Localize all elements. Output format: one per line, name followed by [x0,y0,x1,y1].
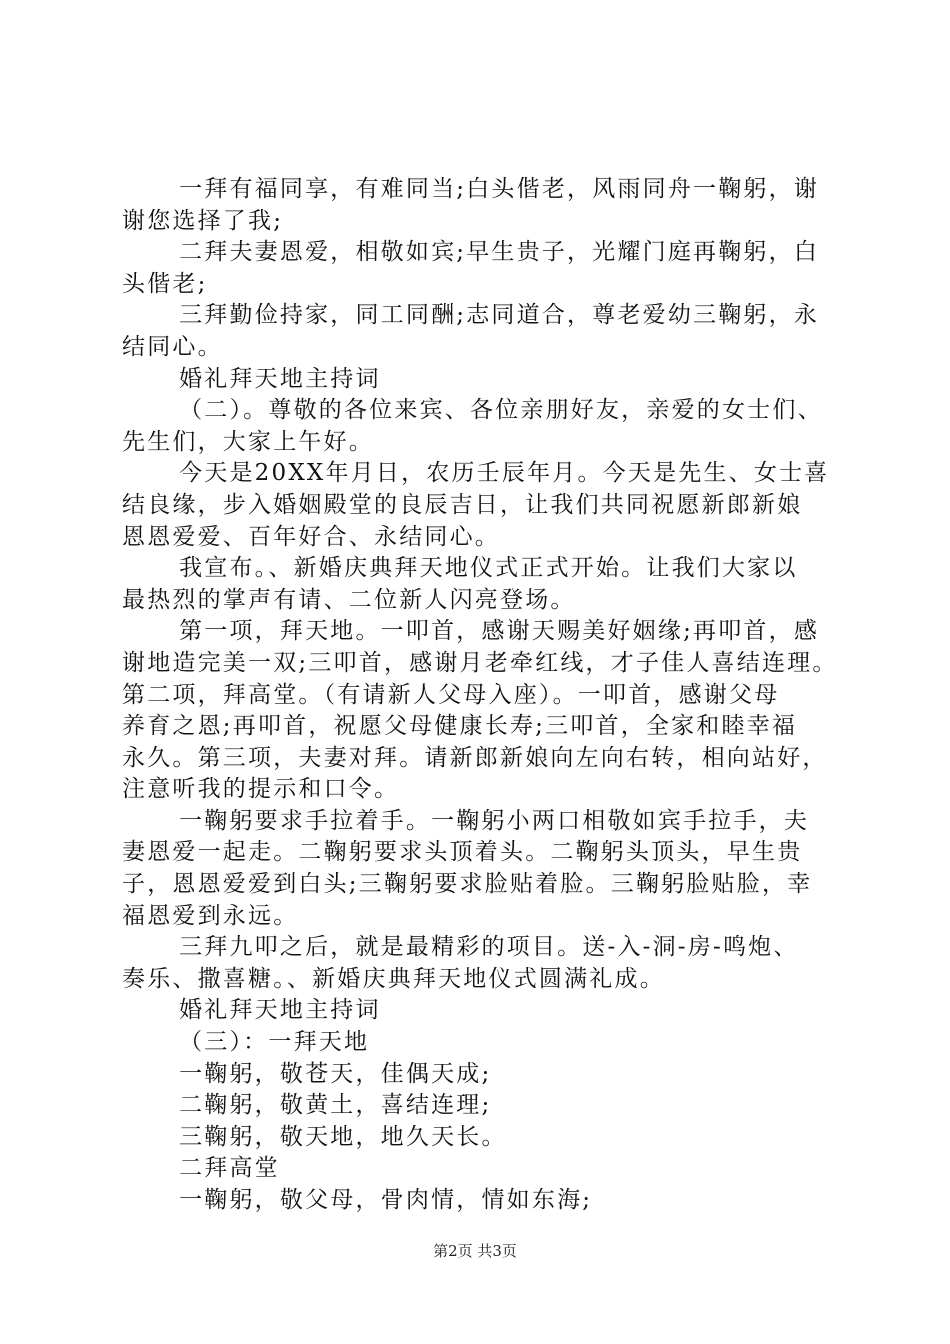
text-line: 养育之恩;再叩首，祝愿父母健康长寿;三叩首，全家和睦幸福 [122,713,798,740]
text-line: 福恩爱到永远。 [122,902,299,929]
text-line: 今天是20XX年月日，农历壬辰年月。今天是先生、女士喜 [122,460,830,487]
text-line: 三鞠躬，敬天地，地久天长。 [122,1123,507,1150]
text-line: 恩恩爱爱、百年好合、永结同心。 [122,523,500,550]
text-line: 我宣布。、新婚庆典拜天地仪式正式开始。让我们大家以 [122,555,798,582]
text-line: 一拜有福同享，有难同当;白头偕老，风雨同舟一鞠躬，谢 [122,176,820,202]
text-line: 先生们，大家上午好。 [122,428,374,455]
text-line: （三）：一拜天地 [122,1029,370,1056]
text-line: 第二项，拜高堂。（有请新人父母入座）。一叩首，感谢父母 [122,681,780,708]
text-line: 永久。第三项，夫妻对拜。请新郎新娘向左向右转，相向站好， [122,744,828,771]
text-line: 一鞠躬，敬父母，骨肉情，情如东海; [122,1187,593,1213]
text-line: 谢您选择了我; [122,207,284,234]
text-line: 注意听我的提示和口令。 [122,776,400,803]
text-line: 结良缘，步入婚姻殿堂的良辰吉日，让我们共同祝愿新郎新娘 [122,491,803,518]
text-line: 三拜勤俭持家，同工同酬;志同道合，尊老爱幼三鞠躬，永 [122,302,820,329]
text-line: 子，恩恩爱爱到白头;三鞠躬要求脸贴着脸。三鞠躬脸贴脸，幸 [122,871,813,898]
text-line: 奏乐、撒喜糖。、新婚庆典拜天地仪式圆满礼成。 [122,965,665,992]
text-line: 三拜九叩之后，就是最精彩的项目。送-入-洞-房-鸣炮、 [122,934,799,961]
document-body [122,174,838,1217]
text-line: 谢地造完美一双;三叩首，感谢月老牵红线，才子佳人喜结连理。 [122,649,838,676]
text-line: 结同心。 [122,333,223,360]
section-heading: 婚礼拜天地主持词 [122,365,381,392]
text-line: 一鞠躬，敬苍天，佳偶天成; [122,1060,492,1087]
text-line: 一鞠躬要求手拉着手。一鞠躬小两口相敬如宾手拉手，夫 [122,807,810,834]
text-line: 二拜高堂 [122,1155,280,1182]
text-line: 妻恩爱一起走。二鞠躬要求头顶着头。二鞠躬头顶头，早生贵 [122,839,803,866]
text-line: （二）。尊敬的各位来宾、各位亲朋好友，亲爱的女士们、 [122,397,823,424]
text-line: 二拜夫妻恩爱，相敬如宾;早生贵子，光耀门庭再鞠躬，白 [122,239,820,266]
text-line: 头偕老; [122,270,208,297]
text-line: 第一项，拜天地。一叩首，感谢天赐美好姻缘;再叩首，感 [122,618,820,645]
text-line: 二鞠躬，敬黄土，喜结连理; [122,1092,492,1119]
text-line: 最热烈的掌声有请、二位新人闪亮登场。 [122,586,576,613]
section-heading: 婚礼拜天地主持词 [122,997,381,1024]
page-number-footer: 第2页 共3页 [433,1242,517,1260]
